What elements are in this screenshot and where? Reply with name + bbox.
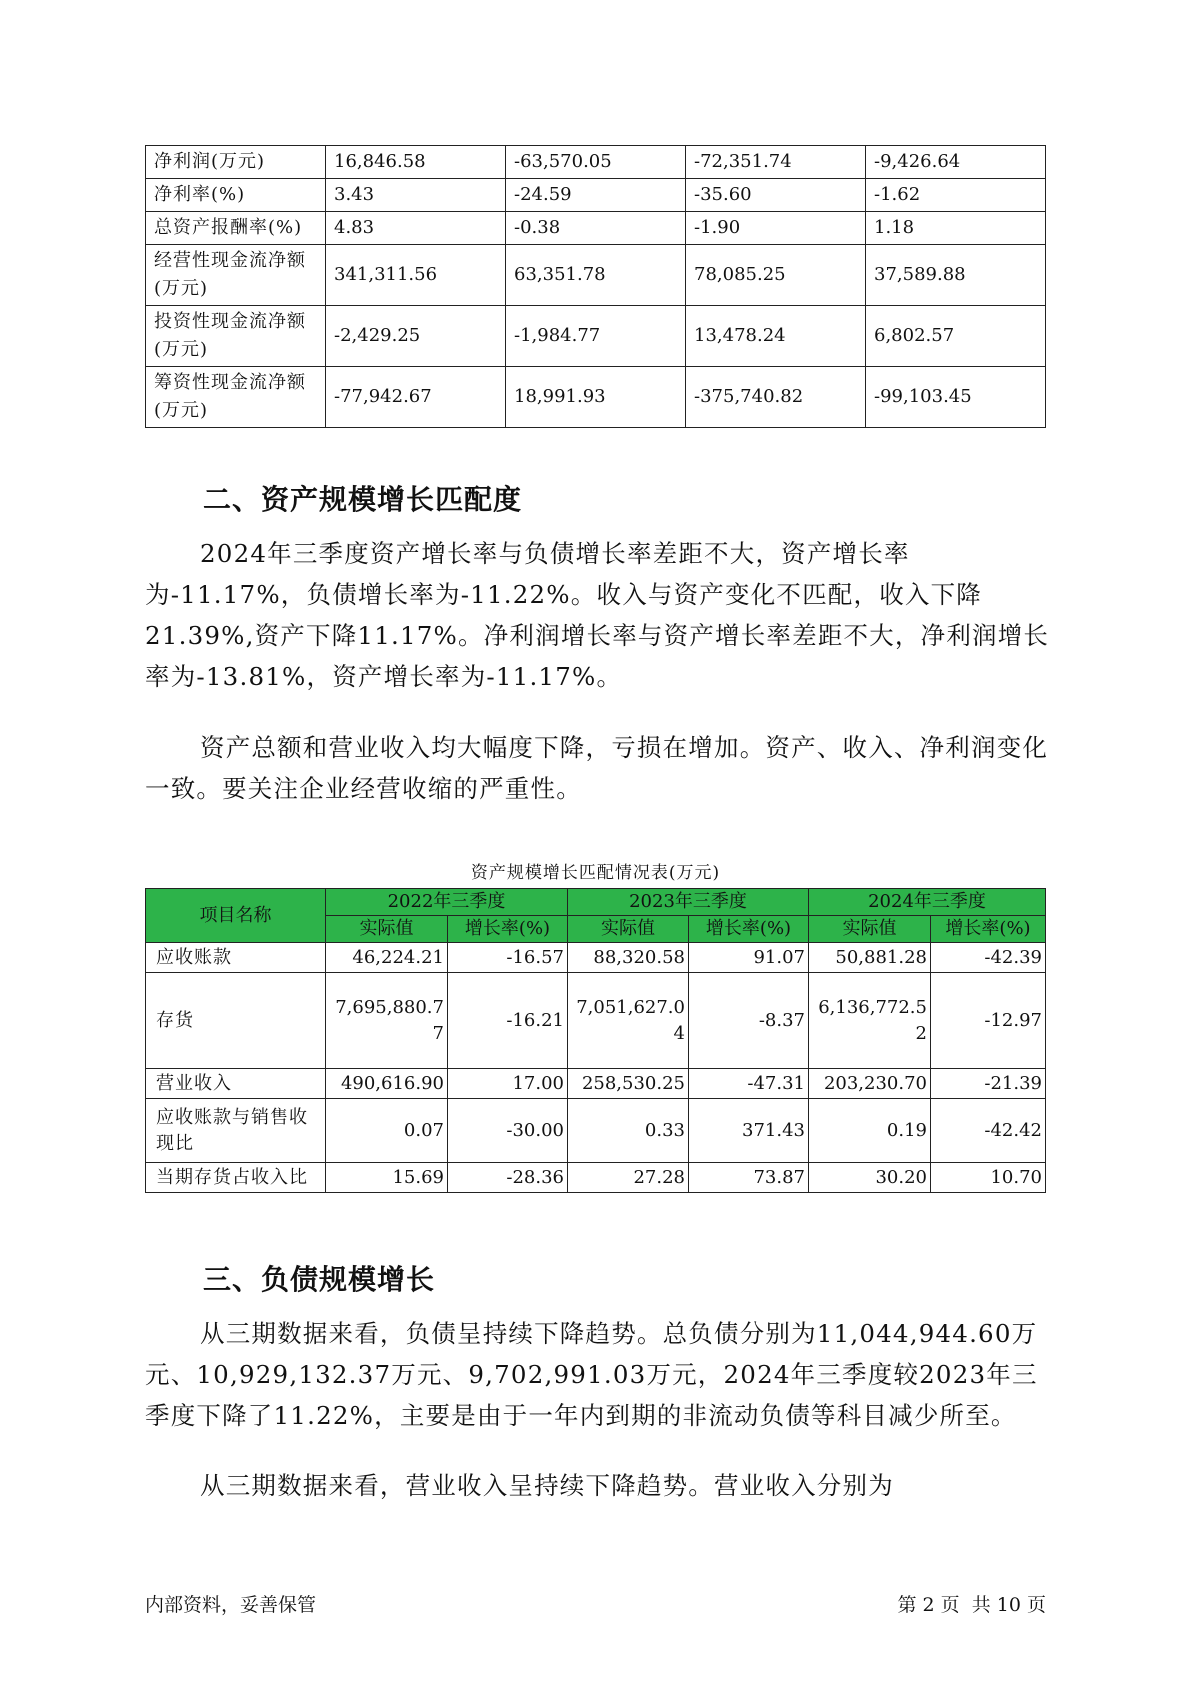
column-header-growth: 增长率(%) <box>931 916 1046 943</box>
cell-value: 0.33 <box>568 1099 689 1163</box>
cell-value: -2,429.25 <box>326 306 506 367</box>
cell-value: -8.37 <box>689 973 809 1069</box>
cell-value: -28.36 <box>448 1163 568 1193</box>
cell-value: -63,570.05 <box>506 146 686 179</box>
row-label: 经营性现金流净额(万元) <box>146 245 326 306</box>
cell-value: 16,846.58 <box>326 146 506 179</box>
cell-value: -16.57 <box>448 943 568 973</box>
cell-value: -0.38 <box>506 212 686 245</box>
cell-value: 46,224.21 <box>326 943 448 973</box>
cell-value: -1.62 <box>866 179 1046 212</box>
cell-value: -1.90 <box>686 212 866 245</box>
cell-value: 73.87 <box>689 1163 809 1193</box>
cell-value: 7,695,880.77 <box>326 973 448 1069</box>
cell-value: 490,616.90 <box>326 1069 448 1099</box>
cell-value: 341,311.56 <box>326 245 506 306</box>
table-row <box>146 245 1046 306</box>
cell-value: -42.39 <box>931 943 1046 973</box>
row-label: 净利润(万元) <box>146 146 326 179</box>
section-heading: 三、负债规模增长 <box>203 1263 436 1296</box>
cell-value: -30.00 <box>448 1099 568 1163</box>
cell-value: -35.60 <box>686 179 866 212</box>
cell-value: -21.39 <box>931 1069 1046 1099</box>
asset-growth-match-table <box>145 888 1046 1193</box>
cell-value: 258,530.25 <box>568 1069 689 1099</box>
column-header-period: 2022年三季度 <box>326 889 568 916</box>
cell-value: -42.42 <box>931 1099 1046 1163</box>
cell-value: 17.00 <box>448 1069 568 1099</box>
row-label: 营业收入 <box>146 1069 326 1099</box>
column-header-actual: 实际值 <box>809 916 931 943</box>
cell-value: 203,230.70 <box>809 1069 931 1099</box>
column-header-period: 2024年三季度 <box>809 889 1046 916</box>
cell-value: 27.28 <box>568 1163 689 1193</box>
cell-value: 63,351.78 <box>506 245 686 306</box>
cell-value: -99,103.45 <box>866 367 1046 428</box>
cell-value: -24.59 <box>506 179 686 212</box>
table-row <box>146 146 1046 179</box>
cell-value: -16.21 <box>448 973 568 1069</box>
cell-value: 0.19 <box>809 1099 931 1163</box>
cell-value: 91.07 <box>689 943 809 973</box>
table-row <box>146 1099 1046 1163</box>
paragraph: 从三期数据来看，营业收入呈持续下降趋势。营业收入分别为 <box>200 1471 894 1500</box>
column-header-item: 项目名称 <box>146 889 326 943</box>
cell-value: 30.20 <box>809 1163 931 1193</box>
cell-value: 1.18 <box>866 212 1046 245</box>
financial-metrics-table <box>145 145 1046 428</box>
table-row <box>146 179 1046 212</box>
column-header-growth: 增长率(%) <box>689 916 809 943</box>
cell-value: 4.83 <box>326 212 506 245</box>
cell-value: 10.70 <box>931 1163 1046 1193</box>
cell-value: 13,478.24 <box>686 306 866 367</box>
table-row <box>146 306 1046 367</box>
cell-value: 6,802.57 <box>866 306 1046 367</box>
row-label: 应收账款与销售收现比 <box>146 1099 326 1163</box>
cell-value: -12.97 <box>931 973 1046 1069</box>
column-header-growth: 增长率(%) <box>448 916 568 943</box>
table-row <box>146 973 1046 1069</box>
table-row <box>146 1069 1046 1099</box>
cell-value: 50,881.28 <box>809 943 931 973</box>
cell-value: -47.31 <box>689 1069 809 1099</box>
paragraph: 从三期数据来看，负债呈持续下降趋势。总负债分别为11,044,944.60万元、10,929,132.37万元、9,702,991.03万元，2024年三季度较2023年三季度下降了11.22%，主要是由于一年内到期的非流动负债等科目减少所至。 <box>145 1319 1038 1430</box>
paragraph: 资产总额和营业收入均大幅度下降，亏损在增加。资产、收入、净利润变化一致。要关注企业经营收缩的严重性。 <box>145 733 1049 803</box>
cell-value: 15.69 <box>326 1163 448 1193</box>
cell-value: -77,942.67 <box>326 367 506 428</box>
cell-value: 371.43 <box>689 1099 809 1163</box>
row-label: 存货 <box>146 973 326 1069</box>
cell-value: -72,351.74 <box>686 146 866 179</box>
row-label: 筹资性现金流净额(万元) <box>146 367 326 428</box>
table-row <box>146 212 1046 245</box>
cell-value: 18,991.93 <box>506 367 686 428</box>
section-heading: 二、资产规模增长匹配度 <box>203 483 523 516</box>
row-label: 总资产报酬率(%) <box>146 212 326 245</box>
cell-value: 3.43 <box>326 179 506 212</box>
table-row <box>146 367 1046 428</box>
paragraph: 2024年三季度资产增长率与负债增长率差距不大，资产增长率为-11.17%，负债增长率为-11.22%。收入与资产变化不匹配，收入下降21.39%,资产下降11.17%。净利润增长率与资产增长率差距不大，净利润增长率为-13.81%，资产增长率为-11.17%。 <box>145 539 1050 691</box>
cell-value: -9,426.64 <box>866 146 1046 179</box>
cell-value: 0.07 <box>326 1099 448 1163</box>
row-label: 应收账款 <box>146 943 326 973</box>
cell-value: 6,136,772.52 <box>809 973 931 1069</box>
table-caption: 资产规模增长匹配情况表(万元) <box>470 863 721 883</box>
column-header-period: 2023年三季度 <box>568 889 809 916</box>
cell-value: 37,589.88 <box>866 245 1046 306</box>
footer-page-number: 第 2 页 共 10 页 <box>897 1594 1046 1616</box>
footer-confidential-note: 内部资料，妥善保管 <box>145 1594 317 1616</box>
row-label: 当期存货占收入比 <box>146 1163 326 1193</box>
cell-value: 7,051,627.04 <box>568 973 689 1069</box>
row-label: 净利率(%) <box>146 179 326 212</box>
table-row <box>146 943 1046 973</box>
column-header-actual: 实际值 <box>568 916 689 943</box>
cell-value: -1,984.77 <box>506 306 686 367</box>
cell-value: -375,740.82 <box>686 367 866 428</box>
table-row <box>146 1163 1046 1193</box>
row-label: 投资性现金流净额(万元) <box>146 306 326 367</box>
cell-value: 88,320.58 <box>568 943 689 973</box>
cell-value: 78,085.25 <box>686 245 866 306</box>
column-header-actual: 实际值 <box>326 916 448 943</box>
